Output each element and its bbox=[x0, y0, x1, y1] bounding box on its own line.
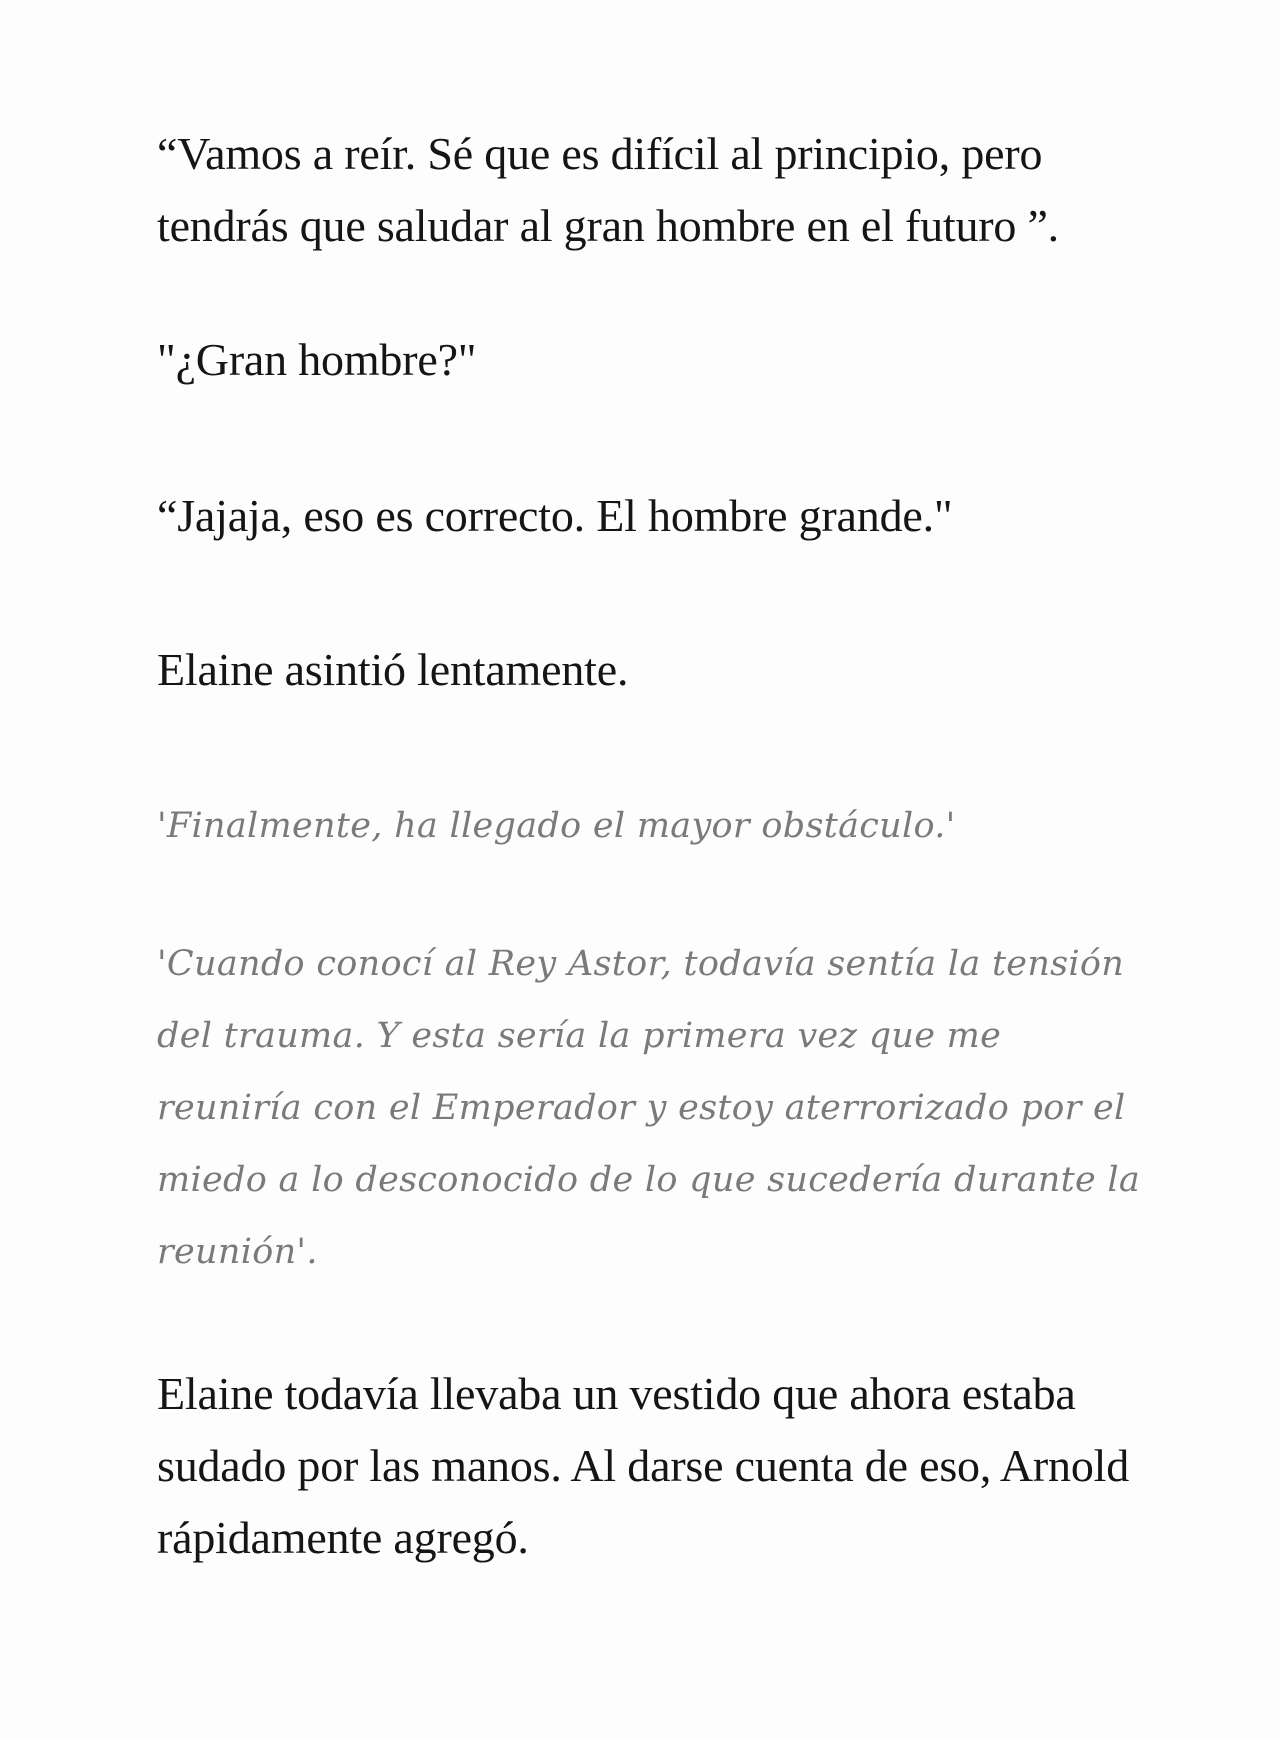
dialogue-paragraph: "¿Gran hombre?" bbox=[157, 334, 477, 385]
reading-page bbox=[157, 118, 1157, 1574]
inner-thought-paragraph: 'Cuando conocí al Rey Astor, todavía sentía la tensión del trauma. Y esta sería la primera vez que me reuniría con el Emperador y estoy aterrorizado por el miedo a lo desconocido de lo que sucedería durante la reunión'. bbox=[157, 944, 1141, 1272]
narration-paragraph: Elaine asintió lentamente. bbox=[157, 644, 629, 695]
dialogue-paragraph: “Vamos a reír. Sé que es difícil al principio, pero tendrás que saludar al gran hombre en el futuro ”. bbox=[157, 128, 1059, 251]
inner-thought-paragraph: 'Finalmente, ha llegado el mayor obstáculo.' bbox=[157, 806, 956, 846]
narration-paragraph: Elaine todavía llevaba un vestido que ahora estaba sudado por las manos. Al darse cuenta de eso, Arnold rápidamente agregó. bbox=[157, 1368, 1129, 1563]
dialogue-paragraph: “Jajaja, eso es correcto. El hombre grande." bbox=[157, 490, 953, 541]
